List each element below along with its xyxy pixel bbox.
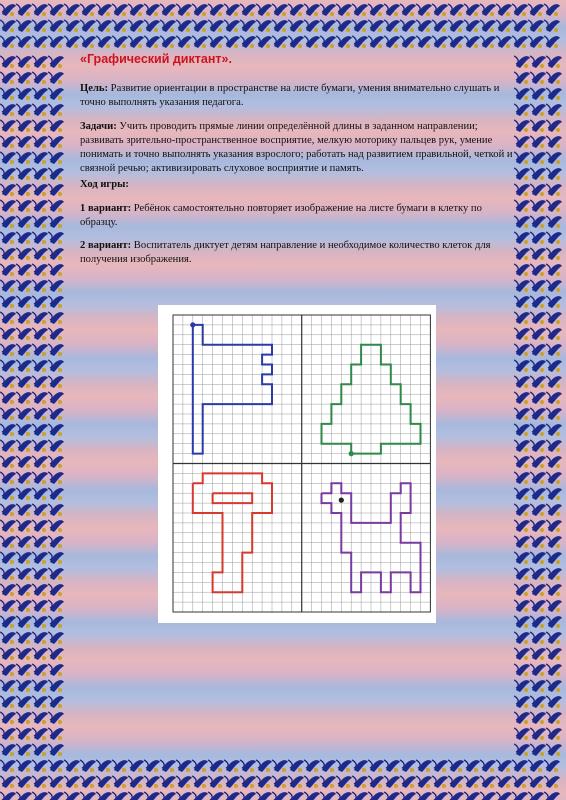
graphic-dictation-figure bbox=[158, 305, 436, 623]
ornament-border-top bbox=[0, 0, 566, 52]
ornament-border-bottom bbox=[0, 756, 566, 800]
tasks-label: Задачи: bbox=[80, 120, 117, 132]
page-title: «Графический диктант». bbox=[80, 52, 232, 66]
variant2-text: Воспитатель диктует детям направление и необходимое количество клеток для получения изображения. bbox=[80, 240, 491, 266]
tasks-text: Учить проводить прямые линии определённой длины в заданном направлении; развивать зрительно-пространственное восприятие, мелкую моторику пальцев рук, умение понимать и точно выполнять указания взрослого; работать над развитием правильной, четкой и связной речью; активизировать слуховое восприятие и память. bbox=[80, 120, 513, 175]
variant1-text: Ребёнок самостоятельно повторяет изображение на листе бумаги в клетку по образцу. bbox=[80, 202, 482, 228]
goal-label: Цель: bbox=[80, 83, 109, 95]
variant1-label: 1 вариант: bbox=[80, 202, 132, 214]
tree-start-dot bbox=[349, 451, 354, 456]
grid-drawings bbox=[158, 305, 436, 623]
variant2-label: 2 вариант: bbox=[80, 240, 132, 252]
goal-paragraph bbox=[80, 82, 520, 110]
variant2-paragraph bbox=[80, 239, 520, 267]
ornament-border-left bbox=[0, 52, 72, 756]
ornament-border-right bbox=[514, 52, 566, 756]
dog-eye-dot bbox=[339, 498, 344, 503]
variant1-paragraph bbox=[80, 202, 520, 230]
flag-start-dot bbox=[190, 322, 195, 327]
tasks-paragraph bbox=[80, 120, 520, 177]
goal-text: Развитие ориентации в пространстве на листе бумаги, умения внимательно слушать и точно выполнять указания педагога. bbox=[80, 83, 500, 109]
game-heading: Ход игры: bbox=[80, 179, 129, 191]
